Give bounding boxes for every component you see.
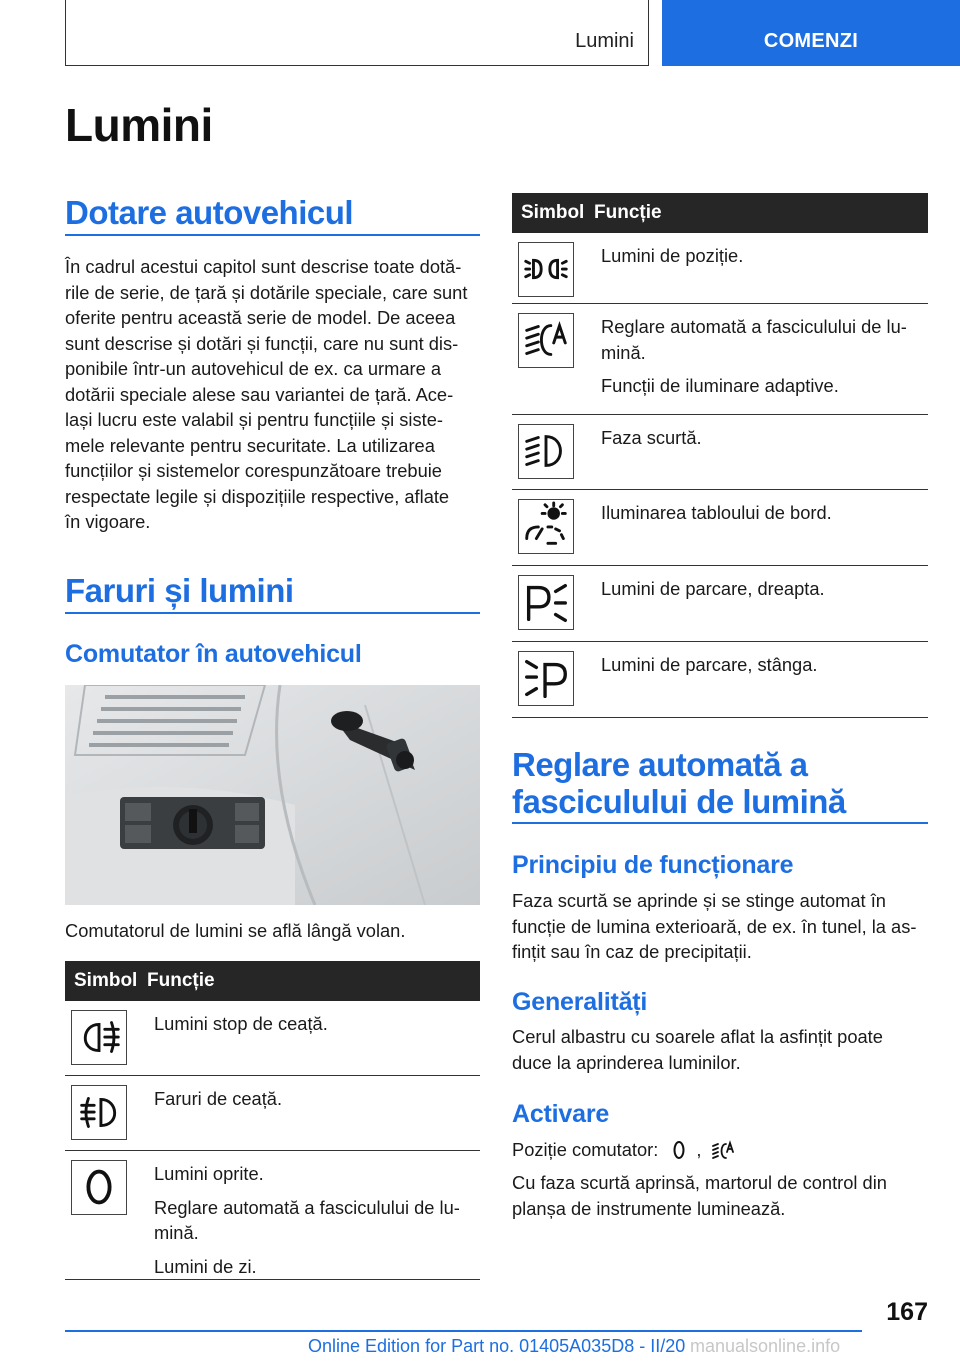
row-text: [601, 314, 924, 407]
page-title: Lumini: [65, 99, 213, 151]
dotare-paragraph: [65, 254, 485, 535]
text-line: ponibile într-un autovehicul de ex. ca urmare a: [65, 358, 441, 379]
separator: ,: [696, 1139, 702, 1160]
table-row: [512, 642, 928, 718]
column-header-symbol: Simbol: [74, 970, 138, 991]
heading-faruri: Faruri și lumini: [65, 572, 294, 609]
auto-headlight-icon: [518, 313, 574, 368]
table-row: [512, 490, 928, 566]
heading-rule: [65, 612, 480, 614]
subheading-generalitati: Generalități: [512, 988, 648, 1016]
text-line: în vigoare.: [65, 511, 151, 532]
function-text: Lumini oprite.: [154, 1163, 264, 1184]
table-header: [512, 193, 928, 233]
footer-edition: Online Edition for Part no. 01405A035D8 - II/20: [308, 1336, 686, 1356]
auto-headlight-icon: [711, 1139, 737, 1161]
lights-off-icon: [672, 1140, 686, 1160]
row-text: [154, 1011, 476, 1045]
low-beam-icon: [518, 424, 574, 479]
function-text: Reglare automată a fasciculului de lu- mină.: [601, 316, 907, 363]
text-line: Cu faza scurtă aprinsă, martorul de control din: [512, 1172, 887, 1193]
heading-rule: [65, 234, 480, 236]
heading-dotare: Dotare autovehicul: [65, 194, 354, 231]
function-text: Lumini de parcare, dreapta.: [601, 578, 825, 599]
activare-paragraph: [512, 1170, 932, 1221]
table-row: [512, 233, 928, 304]
text-line: sunt descrise și dotări și funcții, care nu sunt dis-: [65, 332, 459, 354]
generalitati-paragraph: [512, 1024, 932, 1075]
function-text: Funcții de iluminare adaptive.: [601, 375, 839, 396]
header-chapter-title: COMENZI: [763, 30, 859, 52]
page-number: 167: [886, 1298, 928, 1326]
function-text: Faza scurtă.: [601, 427, 702, 448]
text-line: oferite pentru această serie de model. De aceea: [65, 307, 456, 328]
symbol-table-left: [65, 961, 480, 1280]
text-line: lași lucru este valabil și pentru funcțiile și siste-: [65, 409, 443, 430]
footer-rule: [65, 1330, 862, 1332]
row-text: [601, 576, 924, 610]
table-row: [65, 1076, 480, 1151]
text-line: funcțiilor și sistemelor corespunzătoare trebuie: [65, 460, 442, 481]
activare-position-line: [512, 1137, 932, 1163]
row-text: [601, 243, 924, 277]
function-text: Reglare automată a fasciculului de lu- mină.: [154, 1196, 460, 1243]
position-lights-icon: [518, 242, 574, 297]
heading-rule: [512, 822, 928, 824]
function-text: Lumini stop de ceață.: [154, 1013, 328, 1034]
photo-caption: Comutatorul de lumini se află lângă volan.: [65, 920, 406, 941]
text-line: funcție de lumina exterioară, de ex. în tunel, la as-: [512, 915, 917, 937]
text-line: Faza scurtă se aprinde și se stinge automat în: [512, 890, 886, 911]
light-switch-photo: [65, 685, 480, 905]
text-line: respectate legile și dispozițiile respective, aflate: [65, 485, 450, 507]
table-row: [512, 304, 928, 415]
header-section-title: Lumini: [575, 30, 634, 52]
lights-off-icon: [71, 1160, 127, 1215]
header-section-box: [65, 0, 649, 66]
position-label: Poziție comutator:: [512, 1139, 659, 1160]
function-text: Lumini de parcare, stânga.: [601, 654, 818, 675]
table-row: [512, 415, 928, 490]
rear-fog-light-icon: [71, 1010, 127, 1065]
row-text: [154, 1086, 476, 1120]
text-line: Cerul albastru cu soarele aflat la asfințit poate: [512, 1026, 883, 1047]
column-header-function: Funcție: [147, 970, 215, 991]
text-line: duce la aprinderea luminilor.: [512, 1051, 741, 1073]
function-text: Faruri de ceață.: [154, 1088, 283, 1109]
row-text: [154, 1161, 476, 1287]
row-text: [601, 652, 924, 686]
row-text: [601, 425, 924, 459]
watermark: manualsonline.info: [690, 1336, 841, 1356]
heading-line: Reglare automată a: [512, 746, 808, 783]
heading-line: fasciculului de lumină: [512, 783, 846, 821]
column-header-symbol: Simbol: [521, 202, 585, 223]
text-line: mele relevante pentru securitate. La utilizarea: [65, 434, 435, 456]
table-header: [65, 961, 480, 1001]
text-line: rile de serie, de țară și dotările speciale, care sunt: [65, 281, 468, 303]
subheading-activare: Activare: [512, 1100, 610, 1128]
principiu-paragraph: [512, 888, 932, 965]
table-row: [65, 1001, 480, 1076]
table-row: [65, 1151, 480, 1280]
text-line: În cadrul acestui capitol sunt descrise toate dotă-: [65, 256, 462, 277]
column-header-function: Funcție: [594, 202, 662, 223]
front-fog-light-icon: [71, 1085, 127, 1140]
function-text: Lumini de poziție.: [601, 245, 744, 266]
dashboard-illumination-icon: [518, 499, 574, 554]
symbol-table-right: [512, 193, 928, 718]
subheading-principiu: Principiu de funcționare: [512, 851, 794, 879]
table-row: [512, 566, 928, 642]
text-line: dotării speciale alese sau variantei de țară. Ace-: [65, 383, 454, 405]
header-chapter-tab[interactable]: [662, 0, 960, 66]
subheading-comutator: Comutator în autovehicul: [65, 640, 362, 668]
row-text: [601, 500, 924, 534]
function-text: Lumini de zi.: [154, 1255, 257, 1277]
parking-light-left-icon: [518, 651, 574, 706]
text-line: fințit sau în caz de precipitații.: [512, 941, 752, 962]
parking-light-right-icon: [518, 575, 574, 630]
heading-reglare: [512, 746, 846, 821]
text-line: planșa de instrumente luminează.: [512, 1197, 786, 1219]
function-text: Iluminarea tabloului de bord.: [601, 502, 832, 523]
